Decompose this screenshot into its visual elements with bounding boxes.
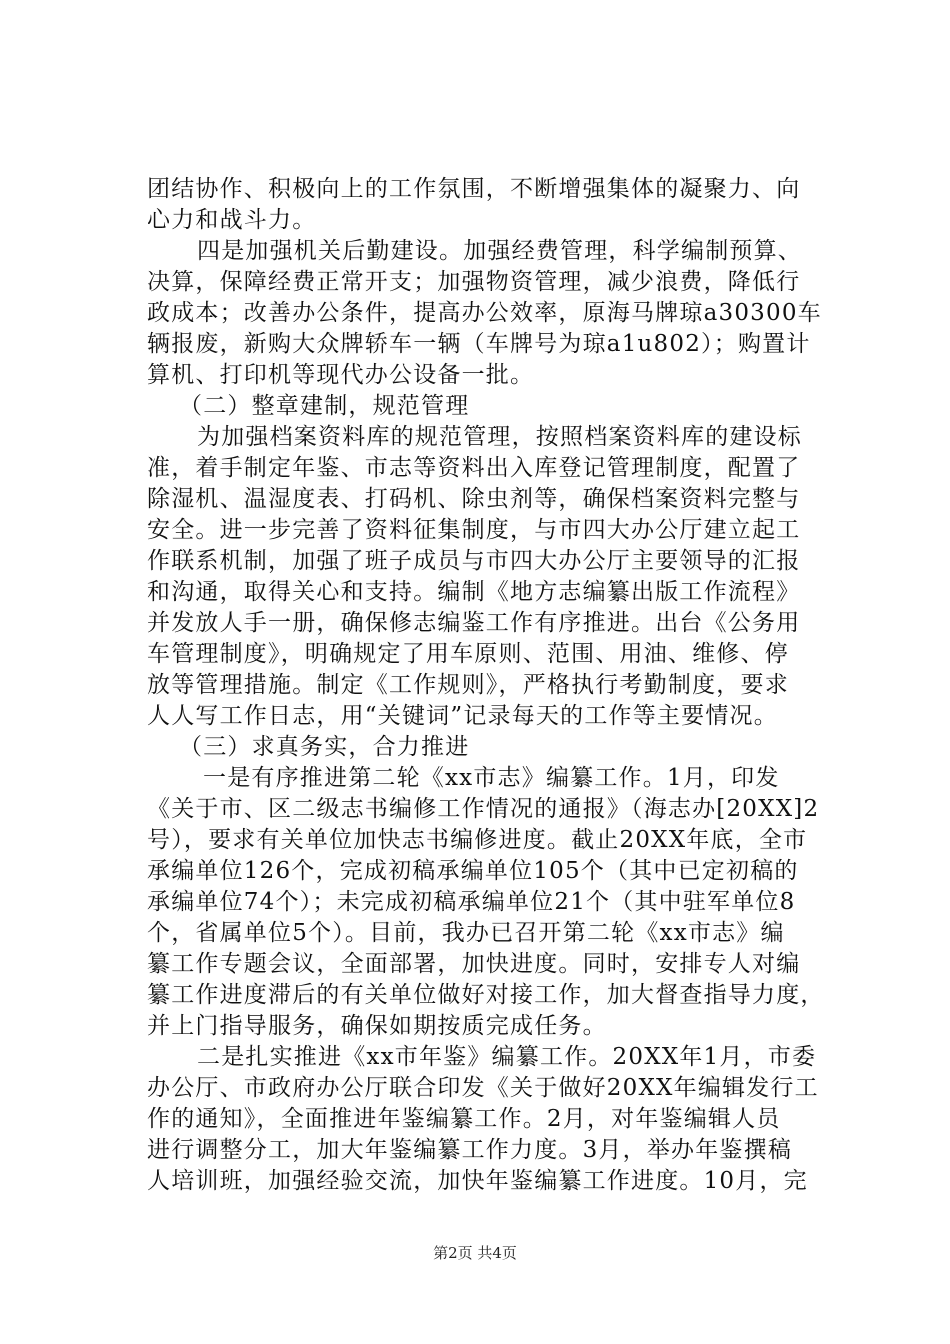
text-line: 政成本；改善办公条件，提高办公效率，原海马牌琼a30300车	[147, 300, 822, 326]
text-line: 车管理制度》，明确规定了用车原则、范围、用油、维修、停	[147, 641, 789, 667]
text-line: （二）整章建制，规范管理	[179, 393, 470, 419]
text-line: 团结协作、积极向上的工作氛围，不断增强集体的凝聚力、向	[147, 176, 801, 202]
text-line: 作的通知》，全面推进年鉴编纂工作。2月，对年鉴编辑人员	[147, 1106, 781, 1132]
text-line: 决算，保障经费正常开支；加强物资管理，减少浪费，降低行	[147, 269, 801, 295]
text-line: 个，省属单位5个）。目前，我办已召开第二轮《xx市志》编	[147, 920, 785, 946]
text-line: 安全。进一步完善了资料征集制度，与市四大办公厅建立起工	[147, 517, 801, 543]
text-line: 准，着手制定年鉴、市志等资料出入库登记管理制度，配置了	[147, 455, 801, 481]
text-line: 《关于市、区二级志书编修工作情况的通报》（海志办[20XX]2	[147, 796, 820, 822]
text-line: 一是有序推进第二轮《xx市志》编纂工作。1月，印发	[203, 765, 780, 791]
text-line: 二是扎实推进《xx市年鉴》编纂工作。20XX年1月，市委	[197, 1044, 817, 1070]
text-line: 承编单位126个，完成初稿承编单位105个（其中已定初稿的	[147, 858, 799, 884]
text-line: 并发放人手一册，确保修志编鉴工作有序推进。出台《公务用	[147, 610, 801, 636]
text-line: 办公厅、市政府办公厅联合印发《关于做好20XX年编辑发行工	[147, 1075, 819, 1101]
text-line: 人培训班，加强经验交流，加快年鉴编纂工作进度。10月，完	[147, 1168, 808, 1194]
text-line: 号），要求有关单位加快志书编修进度。截止20XX年底，全市	[147, 827, 808, 853]
text-line: 人人写工作日志，用“关键词”记录每天的工作等主要情况。	[147, 703, 778, 729]
text-line: 四是加强机关后勤建设。加强经费管理，科学编制预算、	[197, 238, 802, 264]
text-line: 辆报废，新购大众牌轿车一辆（车牌号为琼a1u802）；购置计	[147, 331, 811, 357]
text-line: （三）求真务实，合力推进	[179, 734, 470, 760]
text-line: 并上门指导服务，确保如期按质完成任务。	[147, 1013, 607, 1039]
text-line: 放等管理措施。制定《工作规则》，严格执行考勤制度，要求	[147, 672, 789, 698]
text-line: 为加强档案资料库的规范管理，按照档案资料库的建设标	[197, 424, 802, 450]
text-line: 进行调整分工，加大年鉴编纂工作力度。3月，举办年鉴撰稿	[147, 1137, 793, 1163]
text-line: 纂工作进度滞后的有关单位做好对接工作，加大督查指导力度，	[147, 982, 825, 1008]
text-line: 作联系机制，加强了班子成员与市四大办公厅主要领导的汇报	[147, 548, 801, 574]
text-line: 心力和战斗力。	[147, 207, 317, 233]
text-line: 算机、打印机等现代办公设备一批。	[147, 362, 535, 388]
text-line: 纂工作专题会议，全面部署，加快进度。同时，安排专人对编	[147, 951, 801, 977]
text-line: 和沟通，取得关心和支持。编制《地方志编纂出版工作流程》	[147, 579, 801, 605]
document-body	[147, 174, 837, 1197]
page-footer: 第2页 共4页	[433, 1244, 517, 1262]
text-line: 承编单位74个）；未完成初稿承编单位21个（其中驻军单位8	[147, 889, 796, 915]
text-line: 除湿机、温湿度表、打码机、除虫剂等，确保档案资料完整与	[147, 486, 801, 512]
